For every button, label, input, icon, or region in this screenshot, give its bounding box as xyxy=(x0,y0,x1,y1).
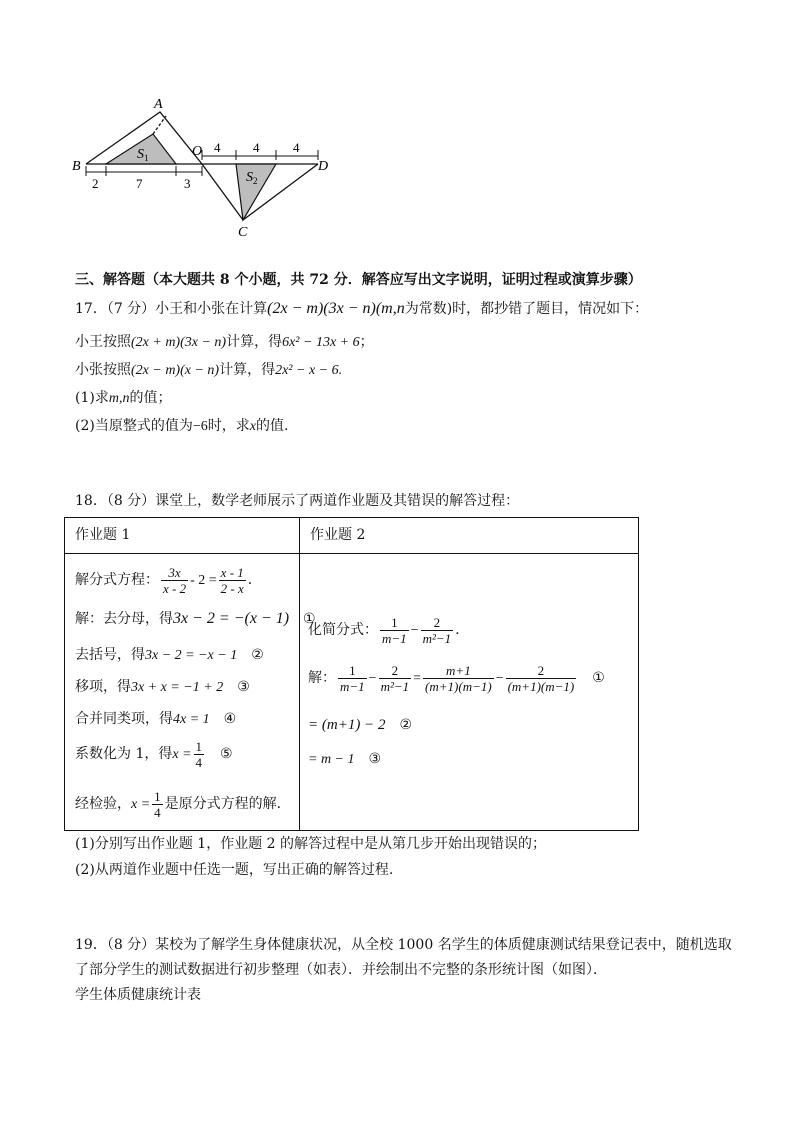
label-d: D xyxy=(318,159,329,174)
dim-2: 2 xyxy=(92,176,99,191)
q17-line1: 17．（7 分）小王和小张在计算(2x − m)(3x − n)(m,n为常数)时，都抄错了题目，情况如下： xyxy=(75,300,649,317)
hw1-equation: 解分式方程： $\frac{3x}{x - 2}$ - 2 = $\frac{x - 1}{2 - x}$ . xyxy=(75,564,253,596)
region-s2 xyxy=(236,164,276,220)
q19-line1: 19．（8 分）某校为了解学生身体健康状况，从全校 1000 名学生的体质健康测试结果登记表中，随机选取 xyxy=(75,937,732,953)
label-a: A xyxy=(154,97,163,112)
hw1-step2: 去括号，得3x − 2 = −x − 1 ② xyxy=(75,647,264,663)
hw1-step1: 解：去分母，得3x − 2 = −(x − 1) ① xyxy=(75,610,316,627)
hw2-step3: = m − 1 ③ xyxy=(308,751,382,767)
hw1-header: 作业题 1 xyxy=(75,527,131,543)
label-b: B xyxy=(72,159,81,174)
hw1-step4: 合并同类项，得4x = 1 ④ xyxy=(75,711,237,727)
label-s2: $S_2$ xyxy=(246,170,258,186)
dim-4a: 4 xyxy=(214,140,221,155)
hw1-check: 经检验，x = $\frac{1}{4}$ 是原分式方程的解. xyxy=(75,788,282,820)
q17-part1: (1)求m,n的值； xyxy=(75,390,172,406)
q18-part1: (1)分别写出作业题 1，作业题 2 的解答过程中是从第几步开始出现错误的； xyxy=(75,836,546,852)
hw1-step5: 系数化为 1，得x = $\frac{1}{4}$ ⑤ xyxy=(75,738,233,770)
hw1-step3: 移项，得3x + x = −1 + 2 ③ xyxy=(75,679,250,695)
hw2-header: 作业题 2 xyxy=(310,527,366,543)
hw2-problem: 化简分式： $\frac{1}{m-1}$ − $\frac{2}{\text{m²−1}}$ . xyxy=(308,614,460,646)
q17-zhang: 小张按照(2x − m)(x − n)计算，得2x² − x − 6. xyxy=(75,362,343,378)
geometry-figure xyxy=(60,88,350,248)
hw2-step2: = (m+1) − 2 ② xyxy=(308,717,413,733)
label-c: C xyxy=(238,225,248,240)
q19-line2: 了部分学生的测试数据进行初步整理（如表）．并绘制出不完整的条形统计图（如图）． xyxy=(75,962,607,978)
q17-wang: 小王按照(2x + m)(3x − n)计算，得6x² − 13x + 6； xyxy=(75,334,374,350)
q17-part2: (2)当原整式的值为−6时，求x的值. xyxy=(75,418,289,434)
hw2-step1: 解： $\frac{1}{m-1}$ − $\frac{2}{\text{m²−1}}$ = $\frac{m+1}{(m+1)(m-1)}$ − $\frac{2}{(m+1)(m-1)}$ ① xyxy=(308,662,605,694)
dim-4c: 4 xyxy=(293,140,300,155)
dim-7: 7 xyxy=(136,176,143,191)
label-s1: $S_1$ xyxy=(137,147,149,163)
q18-lead: 18．（8 分）课堂上，数学老师展示了两道作业题及其错误的解答过程： xyxy=(75,493,520,509)
q18-part2: (2)从两道作业题中任选一题，写出正确的解答过程. xyxy=(75,862,394,878)
dim-4b: 4 xyxy=(253,140,260,155)
section-title: 三、解答题（本大题共 8 个小题，共 72 分．解答应写出文字说明，证明过程或演算步骤） xyxy=(75,272,642,288)
label-o: O xyxy=(192,144,203,159)
q19-table-title: 学生体质健康统计表 xyxy=(75,987,201,1003)
dim-3: 3 xyxy=(184,176,191,191)
homework-table xyxy=(64,517,639,831)
